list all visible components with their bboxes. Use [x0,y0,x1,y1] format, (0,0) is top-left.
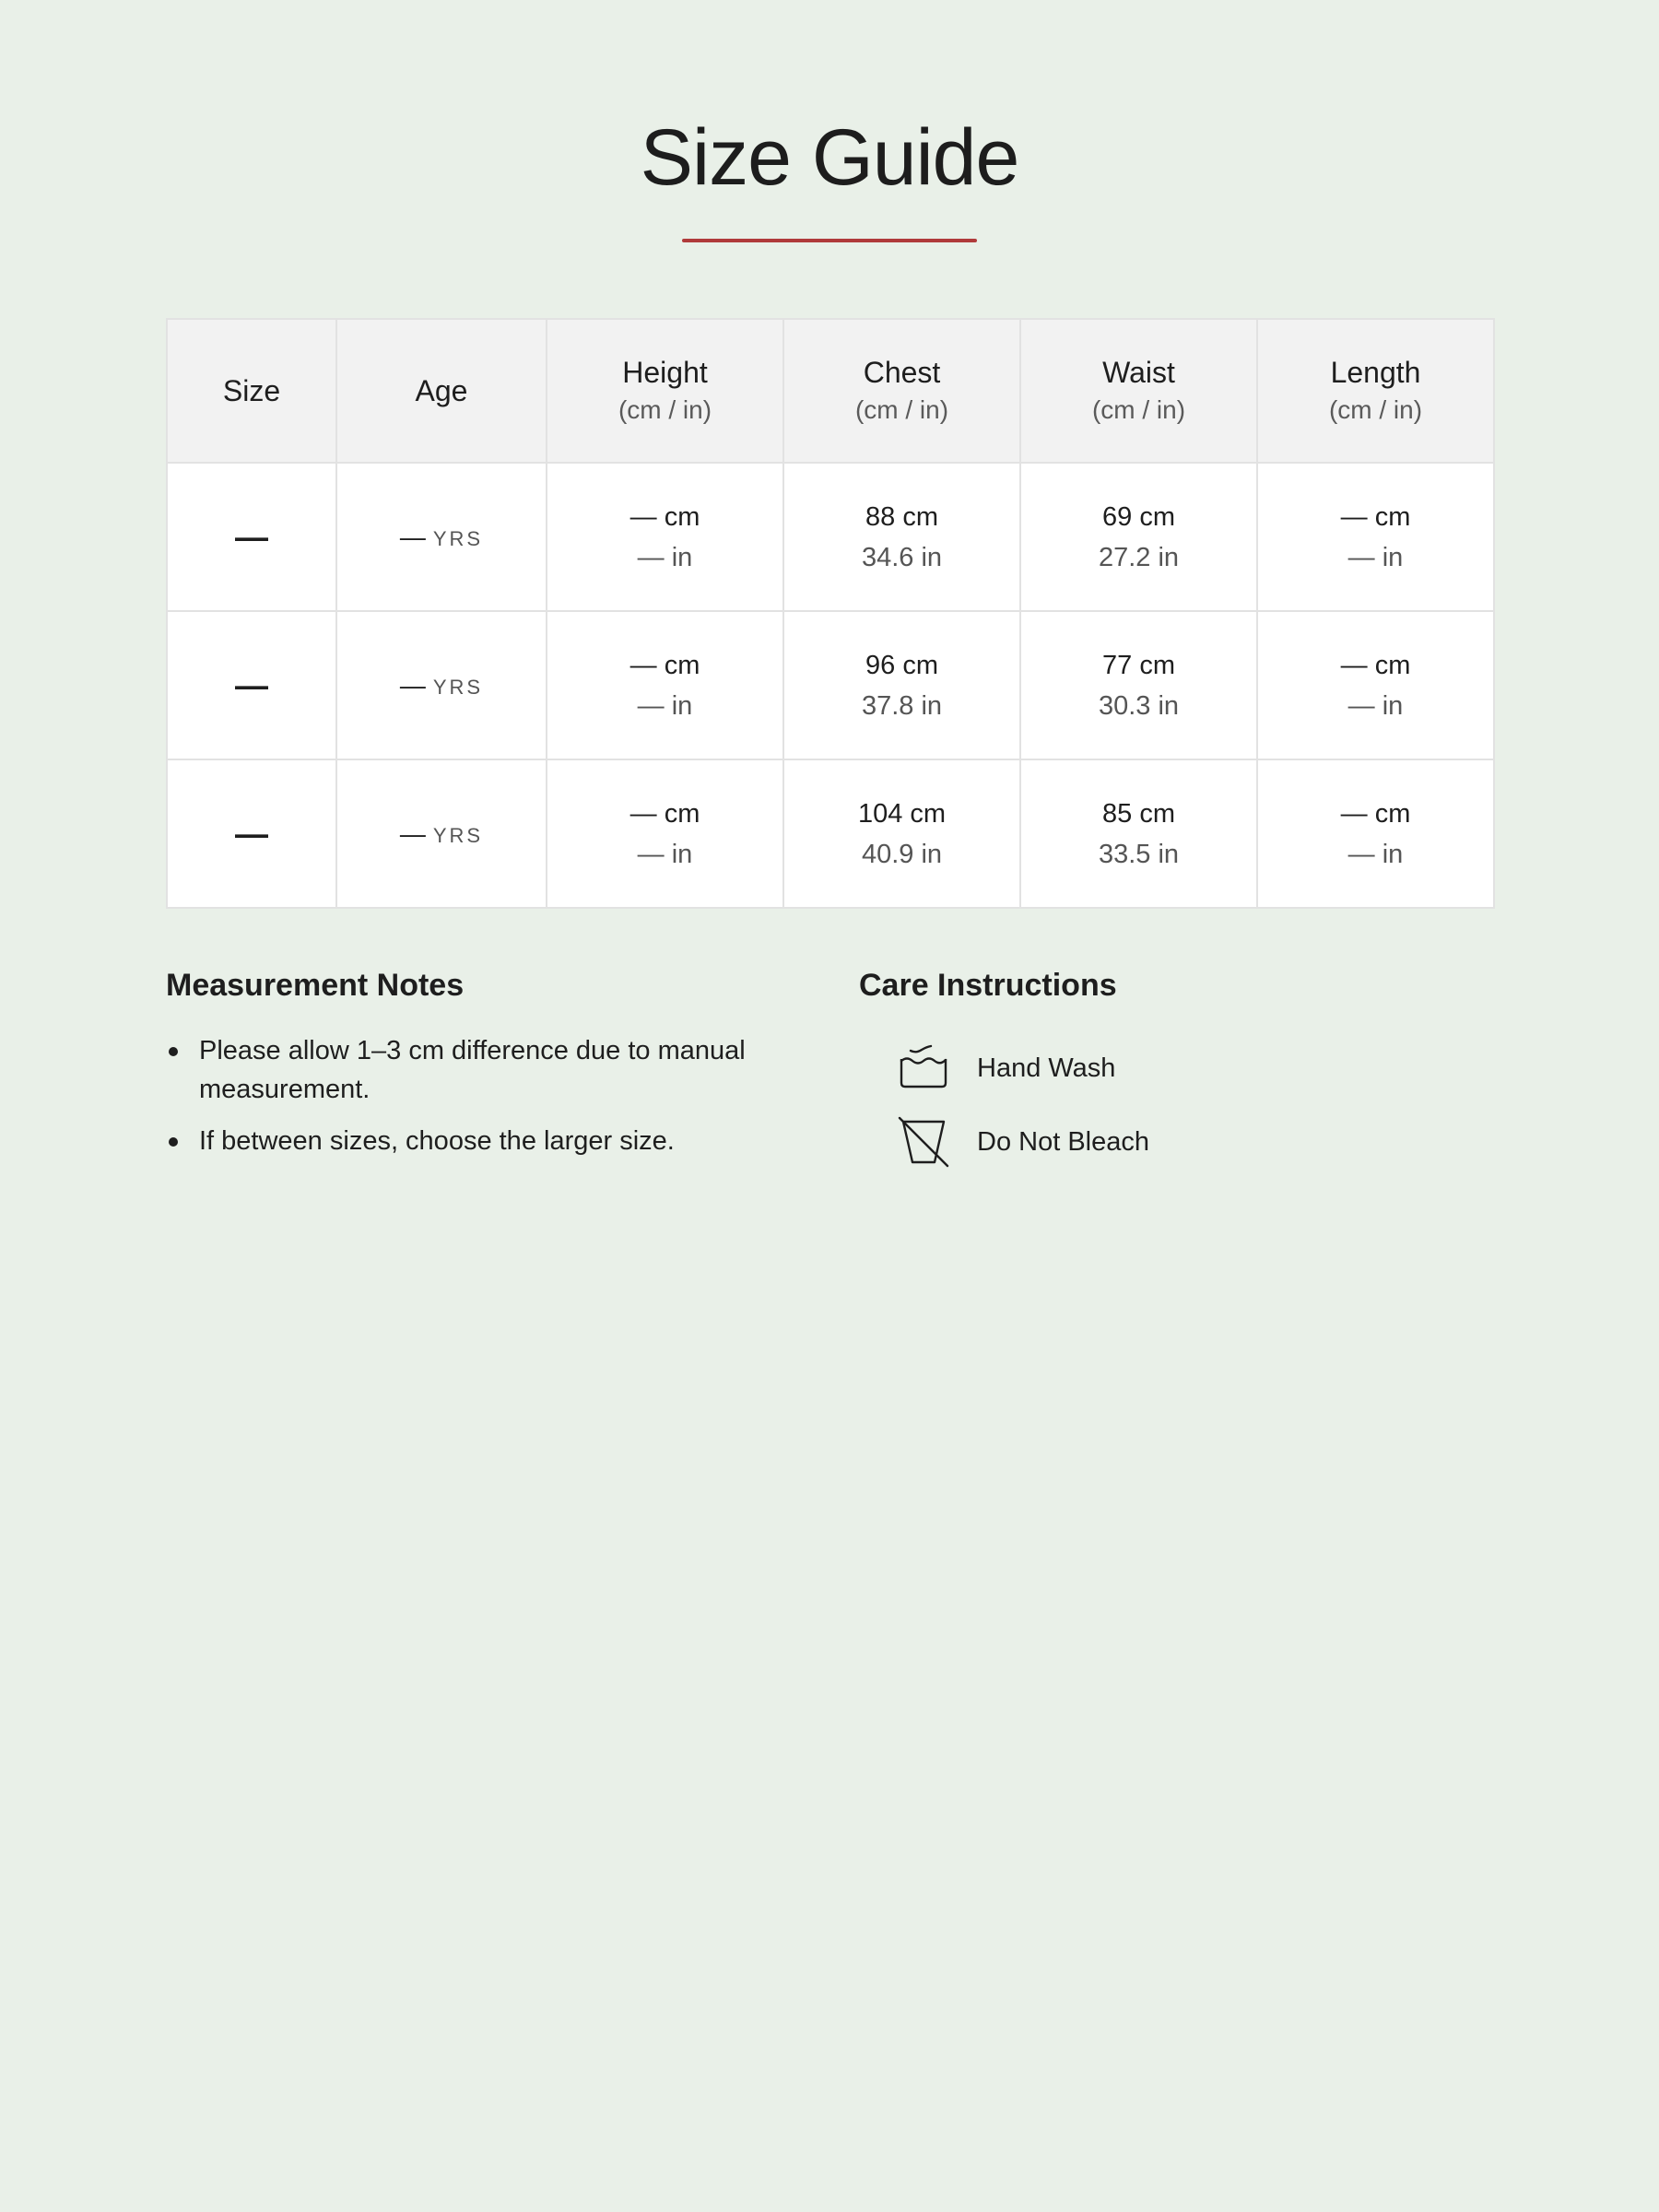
height-cell [547,463,783,611]
column-header-label: Size [222,374,281,407]
length-cell [1257,611,1494,759]
size-cell: — [167,759,336,908]
chest-cm: 104 cm [857,798,947,829]
length-cm: — cm [1340,798,1411,829]
column-header-unit: (cm / in) [618,395,712,424]
height-cm: — cm [629,650,700,680]
size-table [166,318,1495,909]
height-cell [547,611,783,759]
waist-in: 27.2 in [1098,542,1180,572]
do-not-bleach-icon [898,1116,949,1168]
age-unit: YRS [432,675,484,699]
waist-cm: 77 cm [1102,650,1175,680]
column-header-length [1257,319,1494,463]
height-in: — in [637,542,693,572]
length-cell [1257,759,1494,908]
height-in: — in [637,690,693,721]
column-header-unit: (cm / in) [1328,395,1423,424]
chest-in: 34.6 in [861,542,943,572]
chest-cm: 96 cm [865,650,938,680]
waist-cm: 85 cm [1102,798,1175,829]
waist-in: 33.5 in [1098,839,1180,869]
size-cell: — [167,463,336,611]
height-cm: — cm [629,798,700,829]
measurement-notes [166,968,811,1173]
table-row [167,759,1494,908]
column-header-unit: (cm / in) [854,395,949,424]
waist-cell [1020,611,1257,759]
column-header-label: Age [415,374,468,407]
length-cm: — cm [1340,650,1411,680]
chest-in: 40.9 in [861,839,943,869]
column-header-size [167,319,336,463]
age-cell [336,759,547,908]
size-cell: — [167,611,336,759]
list-item: If between sizes, choose the larger size. [166,1122,811,1160]
age-value: — [399,818,426,848]
care-item-label: Do Not Bleach [977,1126,1149,1157]
waist-cm: 69 cm [1102,501,1175,532]
age-unit: YRS [432,823,484,847]
age-value: — [399,522,426,551]
column-header-waist [1020,319,1257,463]
column-header-unit: (cm / in) [1091,395,1186,424]
height-in: — in [637,839,693,869]
table-header-row [167,319,1494,463]
age-value: — [399,670,426,700]
chest-cm: 88 cm [865,501,938,532]
care-item-do-not-bleach [898,1105,1412,1179]
column-header-age [336,319,547,463]
notes-list [166,1031,811,1160]
height-cell [547,759,783,908]
age-cell [336,611,547,759]
column-header-label: Chest [863,356,941,389]
list-item: Please allow 1–3 cm difference due to manual measurement. [166,1031,811,1109]
chest-cell [783,759,1020,908]
page-title: Size Guide [640,113,1019,202]
age-cell [336,463,547,611]
height-cm: — cm [629,501,700,532]
age-unit: YRS [432,526,484,550]
table-row [167,463,1494,611]
care-instructions-title: Care Instructions [859,968,1117,1003]
waist-cell [1020,759,1257,908]
waist-in: 30.3 in [1098,690,1180,721]
chest-in: 37.8 in [861,690,943,721]
care-item-hand-wash [898,1031,1412,1105]
chest-cell [783,463,1020,611]
length-in: — in [1347,542,1404,572]
table-row [167,611,1494,759]
care-item-label: Hand Wash [977,1053,1116,1083]
column-header-chest [783,319,1020,463]
care-instructions [859,968,1412,1179]
column-header-label: Length [1330,356,1421,389]
column-header-label: Height [622,356,708,389]
hand-wash-icon [898,1042,949,1094]
length-in: — in [1347,690,1404,721]
column-header-label: Waist [1102,356,1175,389]
length-cm: — cm [1340,501,1411,532]
waist-cell [1020,463,1257,611]
length-cell [1257,463,1494,611]
measurement-notes-title: Measurement Notes [166,968,465,1003]
chest-cell [783,611,1020,759]
column-header-height [547,319,783,463]
length-in: — in [1347,839,1404,869]
title-underline [682,239,977,242]
